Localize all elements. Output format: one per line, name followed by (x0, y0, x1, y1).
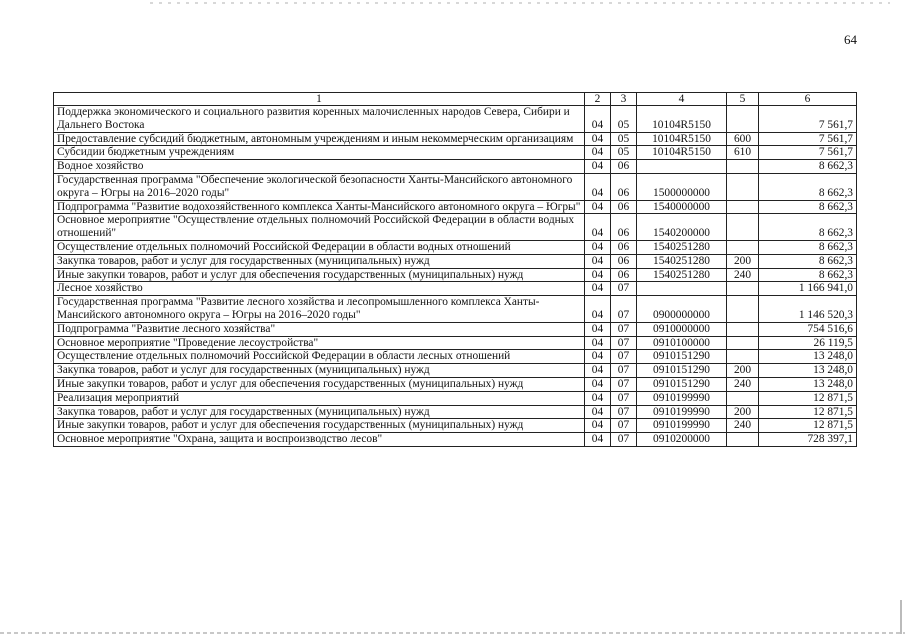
expense-type-cell: 240 (727, 419, 759, 433)
row-name-cell: Водное хозяйство (54, 160, 585, 174)
table-row (54, 405, 857, 419)
subsection-cell: 06 (611, 214, 637, 241)
row-name-cell: Закупка товаров, работ и услуг для государственных (муниципальных) нужд (54, 254, 585, 268)
section-cell: 04 (585, 268, 611, 282)
subsection-cell: 07 (611, 350, 637, 364)
section-cell: 04 (585, 391, 611, 405)
expense-type-cell (727, 391, 759, 405)
amount-cell: 8 662,3 (759, 200, 857, 214)
amount-cell: 13 248,0 (759, 364, 857, 378)
row-name-cell: Иные закупки товаров, работ и услуг для обеспечения государственных (муниципальных) нужд (54, 419, 585, 433)
budget-table (53, 92, 857, 447)
expense-type-cell (727, 200, 759, 214)
subsection-cell: 06 (611, 268, 637, 282)
table-row (54, 173, 857, 200)
target-article-cell: 0910199990 (637, 419, 727, 433)
amount-cell: 8 662,3 (759, 268, 857, 282)
subsection-cell: 06 (611, 254, 637, 268)
section-cell: 04 (585, 377, 611, 391)
column-header: 6 (759, 93, 857, 106)
row-name-cell: Государственная программа "Развитие лесного хозяйства и лесопромышленного комплекса Ханты-Мансийского автономного округа – Югры на 2016–2020 годы" (54, 296, 585, 323)
amount-cell: 8 662,3 (759, 173, 857, 200)
target-article-cell: 0900000000 (637, 296, 727, 323)
target-article-cell: 1540200000 (637, 214, 727, 241)
table-row (54, 214, 857, 241)
subsection-cell: 07 (611, 433, 637, 447)
table-row (54, 282, 857, 296)
scan-artifact-right (900, 600, 902, 634)
target-article-cell: 0910151290 (637, 364, 727, 378)
section-cell: 04 (585, 405, 611, 419)
amount-cell: 7 561,7 (759, 106, 857, 133)
target-article-cell: 0910199990 (637, 391, 727, 405)
row-name-cell: Основное мероприятие "Осуществление отдельных полномочий Российской Федерации в области водных отношений" (54, 214, 585, 241)
target-article-cell: 0910000000 (637, 322, 727, 336)
section-cell: 04 (585, 254, 611, 268)
amount-cell: 7 561,7 (759, 132, 857, 146)
subsection-cell: 07 (611, 296, 637, 323)
scan-artifact-bottom (0, 632, 905, 634)
row-name-cell: Подпрограмма "Развитие водохозяйственного комплекса Ханты-Мансийского автономного округа – Югры" (54, 200, 585, 214)
table-row (54, 322, 857, 336)
amount-cell: 12 871,5 (759, 419, 857, 433)
subsection-cell: 07 (611, 364, 637, 378)
expense-type-cell (727, 173, 759, 200)
scan-artifact-top (150, 2, 890, 4)
column-header: 1 (54, 93, 585, 106)
target-article-cell: 10104R5150 (637, 106, 727, 133)
amount-cell: 13 248,0 (759, 377, 857, 391)
section-cell: 04 (585, 433, 611, 447)
subsection-cell: 06 (611, 240, 637, 254)
section-cell: 04 (585, 160, 611, 174)
table-row (54, 433, 857, 447)
target-article-cell: 10104R5150 (637, 132, 727, 146)
expense-type-cell (727, 214, 759, 241)
section-cell: 04 (585, 214, 611, 241)
subsection-cell: 07 (611, 282, 637, 296)
section-cell: 04 (585, 146, 611, 160)
subsection-cell: 05 (611, 132, 637, 146)
expense-type-cell (727, 240, 759, 254)
subsection-cell: 06 (611, 173, 637, 200)
section-cell: 04 (585, 132, 611, 146)
subsection-cell: 06 (611, 200, 637, 214)
table-row (54, 106, 857, 133)
subsection-cell: 05 (611, 106, 637, 133)
table-row (54, 336, 857, 350)
expense-type-cell: 200 (727, 254, 759, 268)
expense-type-cell: 240 (727, 377, 759, 391)
column-header: 3 (611, 93, 637, 106)
target-article-cell: 10104R5150 (637, 146, 727, 160)
table-row (54, 391, 857, 405)
amount-cell: 728 397,1 (759, 433, 857, 447)
row-name-cell: Закупка товаров, работ и услуг для государственных (муниципальных) нужд (54, 364, 585, 378)
row-name-cell: Поддержка экономического и социального развития коренных малочисленных народов Севера, Сибири и Дальнего Востока (54, 106, 585, 133)
table-body (54, 106, 857, 447)
expense-type-cell (727, 433, 759, 447)
subsection-cell: 05 (611, 146, 637, 160)
section-cell: 04 (585, 364, 611, 378)
table-row (54, 240, 857, 254)
section-cell: 04 (585, 240, 611, 254)
row-name-cell: Субсидии бюджетным учреждениям (54, 146, 585, 160)
subsection-cell: 07 (611, 377, 637, 391)
section-cell: 04 (585, 282, 611, 296)
row-name-cell: Закупка товаров, работ и услуг для государственных (муниципальных) нужд (54, 405, 585, 419)
table-row (54, 350, 857, 364)
subsection-cell: 07 (611, 322, 637, 336)
table-row (54, 132, 857, 146)
row-name-cell: Основное мероприятие "Охрана, защита и воспроизводство лесов" (54, 433, 585, 447)
section-cell: 04 (585, 419, 611, 433)
expense-type-cell (727, 336, 759, 350)
row-name-cell: Лесное хозяйство (54, 282, 585, 296)
page-number: 64 (844, 32, 857, 47)
amount-cell: 8 662,3 (759, 254, 857, 268)
row-name-cell: Осуществление отдельных полномочий Российской Федерации в области водных отношений (54, 240, 585, 254)
amount-cell: 1 146 520,3 (759, 296, 857, 323)
target-article-cell: 0910100000 (637, 336, 727, 350)
amount-cell: 12 871,5 (759, 405, 857, 419)
subsection-cell: 06 (611, 160, 637, 174)
expense-type-cell (727, 322, 759, 336)
section-cell: 04 (585, 296, 611, 323)
table-header-row (54, 93, 857, 106)
amount-cell: 12 871,5 (759, 391, 857, 405)
table-row (54, 419, 857, 433)
expense-type-cell (727, 282, 759, 296)
expense-type-cell (727, 350, 759, 364)
expense-type-cell: 600 (727, 132, 759, 146)
target-article-cell: 0910151290 (637, 350, 727, 364)
table-row (54, 268, 857, 282)
target-article-cell: 0910151290 (637, 377, 727, 391)
table-row (54, 200, 857, 214)
row-name-cell: Иные закупки товаров, работ и услуг для обеспечения государственных (муниципальных) нужд (54, 377, 585, 391)
column-header: 4 (637, 93, 727, 106)
section-cell: 04 (585, 106, 611, 133)
row-name-cell: Подпрограмма "Развитие лесного хозяйства" (54, 322, 585, 336)
subsection-cell: 07 (611, 391, 637, 405)
amount-cell: 8 662,3 (759, 240, 857, 254)
target-article-cell: 0910200000 (637, 433, 727, 447)
section-cell: 04 (585, 173, 611, 200)
section-cell: 04 (585, 200, 611, 214)
expense-type-cell (727, 160, 759, 174)
amount-cell: 7 561,7 (759, 146, 857, 160)
expense-type-cell: 610 (727, 146, 759, 160)
target-article-cell: 1500000000 (637, 173, 727, 200)
target-article-cell (637, 282, 727, 296)
expense-type-cell: 200 (727, 364, 759, 378)
amount-cell: 1 166 941,0 (759, 282, 857, 296)
table-row (54, 296, 857, 323)
table-row (54, 377, 857, 391)
target-article-cell: 1540251280 (637, 240, 727, 254)
target-article-cell: 0910199990 (637, 405, 727, 419)
target-article-cell: 1540251280 (637, 254, 727, 268)
subsection-cell: 07 (611, 405, 637, 419)
row-name-cell: Основное мероприятие "Проведение лесоустройства" (54, 336, 585, 350)
section-cell: 04 (585, 322, 611, 336)
amount-cell: 26 119,5 (759, 336, 857, 350)
target-article-cell: 1540251280 (637, 268, 727, 282)
column-header: 5 (727, 93, 759, 106)
amount-cell: 754 516,6 (759, 322, 857, 336)
expense-type-cell (727, 296, 759, 323)
row-name-cell: Предоставление субсидий бюджетным, автономным учреждениям и иным некоммерческим организациям (54, 132, 585, 146)
table-row (54, 160, 857, 174)
amount-cell: 8 662,3 (759, 214, 857, 241)
amount-cell: 8 662,3 (759, 160, 857, 174)
row-name-cell: Государственная программа "Обеспечение экологической безопасности Ханты-Мансийского автономного округа – Югры на 2016–2020 годы" (54, 173, 585, 200)
expense-type-cell: 200 (727, 405, 759, 419)
row-name-cell: Иные закупки товаров, работ и услуг для обеспечения государственных (муниципальных) нужд (54, 268, 585, 282)
table-row (54, 364, 857, 378)
section-cell: 04 (585, 350, 611, 364)
target-article-cell: 1540000000 (637, 200, 727, 214)
amount-cell: 13 248,0 (759, 350, 857, 364)
expense-type-cell (727, 106, 759, 133)
table-row (54, 146, 857, 160)
row-name-cell: Осуществление отдельных полномочий Российской Федерации в области лесных отношений (54, 350, 585, 364)
column-header: 2 (585, 93, 611, 106)
section-cell: 04 (585, 336, 611, 350)
table-row (54, 254, 857, 268)
expense-type-cell: 240 (727, 268, 759, 282)
target-article-cell (637, 160, 727, 174)
subsection-cell: 07 (611, 419, 637, 433)
subsection-cell: 07 (611, 336, 637, 350)
row-name-cell: Реализация мероприятий (54, 391, 585, 405)
